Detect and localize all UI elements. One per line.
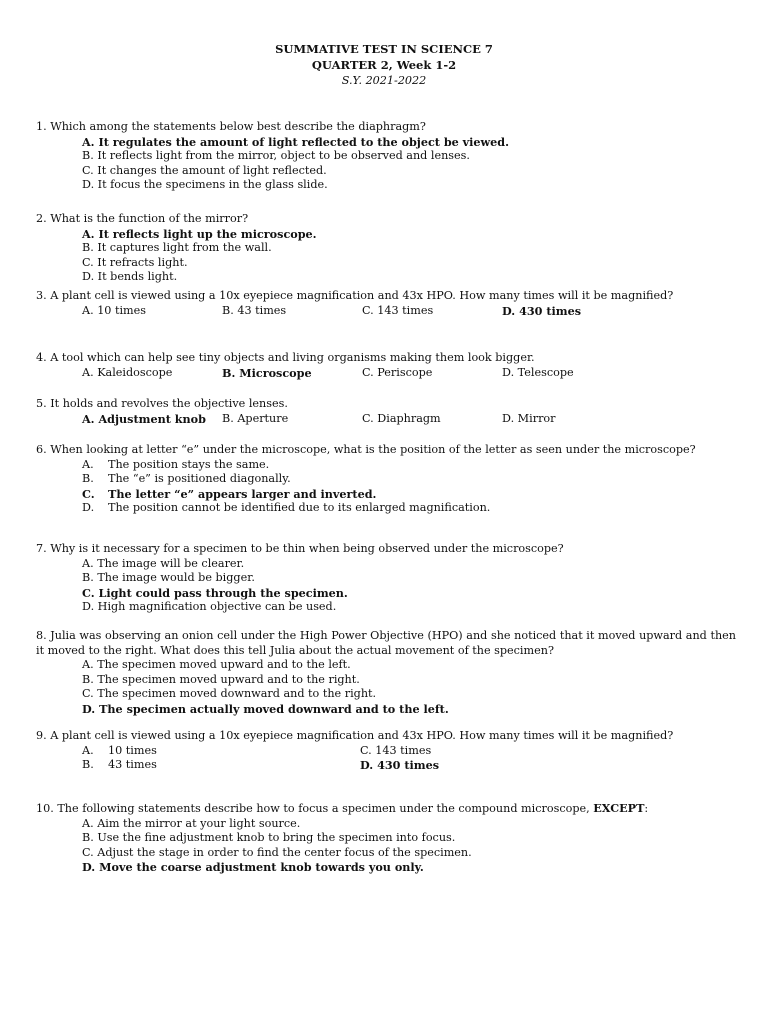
option-letter: C. xyxy=(82,486,95,501)
option-text: The position stays the same. xyxy=(108,457,270,471)
option-a: A. The specimen moved upward and to the left. xyxy=(82,658,351,672)
question-stem: 9. A plant cell is viewed using a 10x eyepiece magnification and 43x HPO. How many times will it be magnified? xyxy=(36,729,674,742)
stem-punctuation: : xyxy=(644,802,649,815)
option-c: C. It changes the amount of light reflected. xyxy=(82,163,327,177)
option-a-answer: A. Adjustment knob xyxy=(82,411,206,426)
except-keyword: EXCEPT xyxy=(593,801,645,815)
option-d: D. High magnification objective can be used. xyxy=(82,600,337,614)
option-c: C. Periscope xyxy=(362,365,433,379)
option-d: D. It bends light. xyxy=(82,270,178,284)
option-a: A. The image will be clearer. xyxy=(82,556,245,570)
question-10 xyxy=(36,801,736,875)
option-c-answer: C. Light could pass through the specimen. xyxy=(82,585,348,600)
test-title: SUMMATIVE TEST IN SCIENCE 7 xyxy=(275,42,493,56)
question-stem: 4. A tool which can help see tiny objects and living organisms making them look bigger. xyxy=(36,351,535,364)
option-d: D. It focus the specimens in the glass slide. xyxy=(82,178,328,192)
option-b xyxy=(82,758,360,773)
question-7 xyxy=(36,542,736,615)
option-a xyxy=(82,744,360,759)
question-4 xyxy=(36,351,736,380)
question-1 xyxy=(36,120,736,193)
option-b-answer: B. Microscope xyxy=(222,365,312,380)
school-year: S.Y. 2021-2022 xyxy=(341,74,427,87)
option-letter: B. xyxy=(82,472,94,486)
option-d xyxy=(82,501,736,516)
question-stem: 3. A plant cell is viewed using a 10x eyepiece magnification and 43x HPO. How many times will it be magnified? xyxy=(36,289,674,302)
option-text: 43 times xyxy=(108,758,157,772)
option-c: C. 143 times xyxy=(362,303,434,317)
option-c: C. The specimen moved downward and to the right. xyxy=(82,687,377,701)
option-b xyxy=(82,472,736,487)
option-d-answer: D. Move the coarse adjustment knob towards you only. xyxy=(82,860,424,875)
option-b: B. Aperture xyxy=(222,411,289,425)
question-stem: 8. Julia was observing an onion cell under the High Power Objective (HPO) and she noticed that it moved upward and then it moved to the right. What does this tell Julia about the actual movement of the specimen? xyxy=(36,629,736,657)
option-a-answer: A. It regulates the amount of light reflected to the object be viewed. xyxy=(82,134,510,149)
question-9 xyxy=(36,729,736,773)
option-letter: B. xyxy=(82,758,94,772)
option-c: C. 143 times xyxy=(360,743,432,757)
question-stem: 7. Why is it necessary for a specimen to be thin when being observed under the microscope? xyxy=(36,542,564,555)
option-b: B. It reflects light from the mirror, object to be observed and lenses. xyxy=(82,149,470,163)
option-c: C. It refracts light. xyxy=(82,255,188,269)
option-letter: A. xyxy=(82,743,94,757)
option-b: B. The specimen moved upward and to the right. xyxy=(82,672,360,686)
option-c-answer xyxy=(82,487,736,502)
option-letter: A. xyxy=(82,457,94,471)
question-stem: 5. It holds and revolves the objective lenses. xyxy=(36,397,288,410)
question-stem: 2. What is the function of the mirror? xyxy=(36,212,249,225)
quarter-label: QUARTER 2, Week 1-2 xyxy=(311,58,457,72)
question-8 xyxy=(36,629,736,717)
question-5 xyxy=(36,397,736,426)
option-a: A. 10 times xyxy=(82,303,147,317)
question-6 xyxy=(36,443,736,516)
option-b: B. 43 times xyxy=(222,303,287,317)
option-a-answer: A. It reflects light up the microscope. xyxy=(82,226,317,241)
option-b: B. It captures light from the wall. xyxy=(82,241,272,255)
option-d-answer: D. The specimen actually moved downward and to the left. xyxy=(82,701,449,716)
question-stem xyxy=(36,801,736,817)
option-c: C. Adjust the stage in order to find the center focus of the specimen. xyxy=(82,845,472,859)
question-stem: 1. Which among the statements below best describe the diaphragm? xyxy=(36,120,426,133)
option-d-answer: D. 430 times xyxy=(502,303,582,318)
option-b: B. The image would be bigger. xyxy=(82,571,255,585)
option-b: B. Use the fine adjustment knob to bring the specimen into focus. xyxy=(82,831,456,845)
document-header xyxy=(0,41,768,89)
option-letter: D. xyxy=(82,501,95,515)
option-a: A. Kaleidoscope xyxy=(82,365,173,379)
stem-text: 10. The following statements describe how to focus a specimen under the compound microscope, xyxy=(36,802,590,815)
option-d: D. Mirror xyxy=(502,411,556,425)
question-2 xyxy=(36,212,736,285)
option-c: C. Diaphragm xyxy=(362,411,441,425)
option-text: The position cannot be identified due to its enlarged magnification. xyxy=(108,501,491,515)
option-text: The letter “e” appears larger and inverted. xyxy=(108,486,377,501)
option-a xyxy=(82,458,736,473)
option-text: 10 times xyxy=(108,743,157,757)
option-text: The “e” is positioned diagonally. xyxy=(108,472,291,486)
question-3 xyxy=(36,289,736,318)
question-stem: 6. When looking at letter “e” under the microscope, what is the position of the letter as seen under the microscope? xyxy=(36,443,696,456)
option-d-answer: D. 430 times xyxy=(360,758,440,773)
option-d: D. Telescope xyxy=(502,365,574,379)
option-a: A. Aim the mirror at your light source. xyxy=(82,816,301,830)
